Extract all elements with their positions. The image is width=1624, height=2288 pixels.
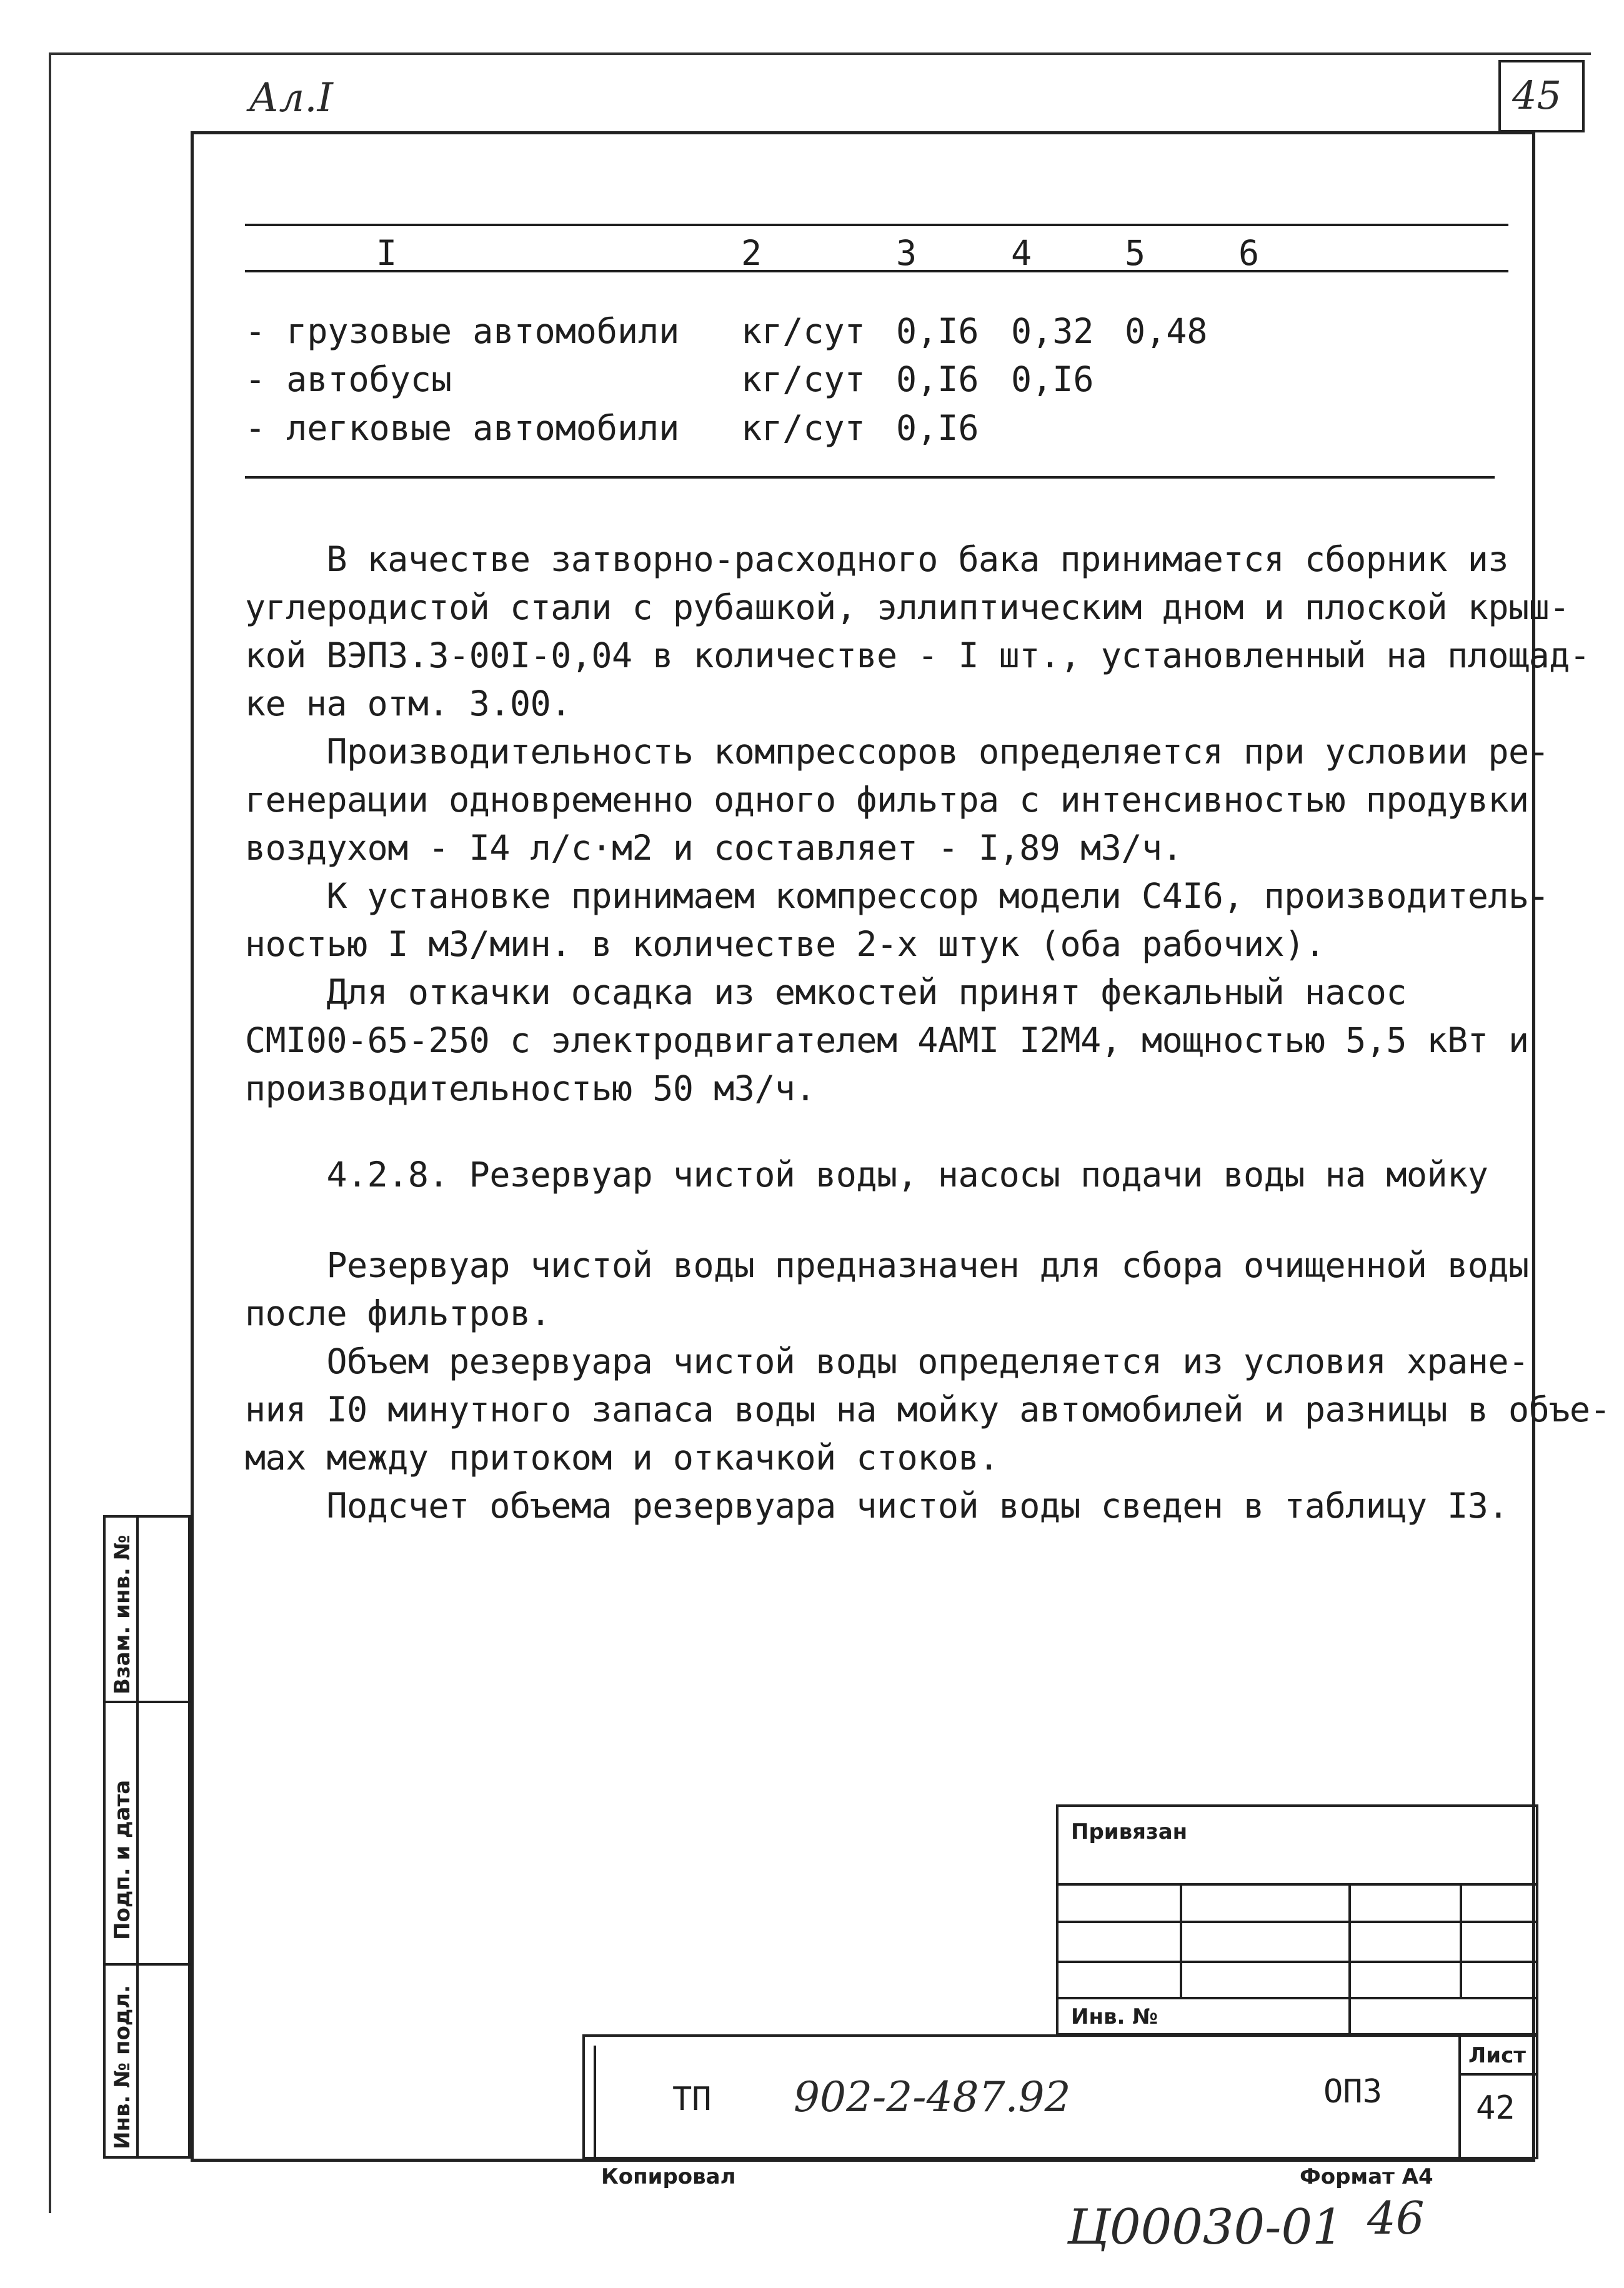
- title-block-inner-left: [594, 2046, 596, 2159]
- format-label: Формат А4: [1300, 2164, 1433, 2189]
- table-top-rule: [245, 224, 1508, 226]
- row-value-3: 0,I6: [896, 359, 979, 399]
- row-value-3: 0,I6: [896, 408, 979, 448]
- tp-label: ТП: [672, 2081, 712, 2118]
- project-code: 902-2-487.92: [794, 2073, 1071, 2121]
- corner-note: Ал.I: [249, 75, 333, 121]
- strip-divider-2: [103, 1963, 191, 1966]
- body-line: производительностью 50 м3/ч.: [245, 1068, 816, 1108]
- strip-label-vzam-inv: Взам. инв. №: [110, 1534, 135, 1694]
- kopiroval-label: Копировал: [601, 2164, 736, 2189]
- privyazan-rule-3: [1056, 1961, 1538, 1963]
- body-line: углеродистой стали с рубашкой, эллиптическим дном и плоской крыш-: [245, 587, 1570, 627]
- row-unit: кг/сут: [741, 408, 865, 448]
- body-line: Объем резервуара чистой воды определяется из условия хране-: [245, 1341, 1529, 1381]
- body-line: ке на отм. 3.00.: [245, 684, 571, 724]
- row-value-3: 0,I6: [896, 311, 979, 351]
- document-code: ОПЗ: [1323, 2073, 1382, 2111]
- body-line: после фильтров.: [245, 1293, 551, 1333]
- body-line: Производительность компрессоров определяется при условии ре-: [245, 732, 1550, 772]
- row-unit: кг/сут: [741, 311, 865, 351]
- title-block-list-rule: [1458, 2073, 1538, 2076]
- body-line: воздухом - I4 л/с·м2 и составляет - I,89 м3/ч.: [245, 828, 1183, 868]
- copy-number-suffix: 46: [1367, 2192, 1425, 2244]
- privyazan-label: Привязан: [1071, 1819, 1188, 1844]
- body-line: Подсчет объема резервуара чистой воды сведен в таблицу I3.: [245, 1486, 1508, 1526]
- body-line: кой ВЭПЗ.3-00I-0,04 в количестве - I шт., установленный на площад-: [245, 635, 1590, 675]
- body-line: СМI00-65-250 с электродвигателем 4АМI I2М4, мощностью 5,5 кВт и: [245, 1020, 1529, 1060]
- privyazan-col-2: [1348, 1883, 1351, 2036]
- strip-label-inv-podl: Инв. № подл.: [110, 1984, 135, 2149]
- inv-no-label: Инв. №: [1071, 2004, 1158, 2029]
- privyazan-rule-2: [1056, 1921, 1538, 1923]
- row-value-4: 0,32: [1011, 311, 1094, 351]
- table-header-4: 4: [1011, 233, 1032, 273]
- copy-number-handwritten: Ц00030-01: [1067, 2199, 1343, 2256]
- table-header-3: 3: [896, 233, 917, 273]
- section-heading: 4.2.8. Резервуар чистой воды, насосы подачи воды на мойку: [245, 1155, 1488, 1195]
- privyazan-col-1: [1180, 1883, 1182, 1998]
- body-line: Резервуар чистой воды предназначен для сбора очищенной воды: [245, 1245, 1529, 1285]
- body-line: генерации одновременно одного фильтра с интенсивностью продувки: [245, 780, 1529, 820]
- table-header-2: 2: [741, 233, 762, 273]
- row-unit: кг/сут: [741, 359, 865, 399]
- table-bottom-rule: [245, 476, 1495, 479]
- strip-divider-1: [103, 1701, 191, 1703]
- table-header-rule: [245, 270, 1508, 272]
- page-number-handwritten: 45: [1512, 72, 1562, 118]
- row-value-5: 0,48: [1125, 311, 1208, 351]
- list-number: 42: [1476, 2089, 1515, 2127]
- strip-label-podp-data: Подп. и дата: [110, 1779, 135, 1940]
- privyazan-col-3: [1460, 1883, 1462, 1998]
- row-value-4: 0,I6: [1011, 359, 1094, 399]
- body-line: В качестве затворно-расходного бака принимается сборник из: [245, 539, 1508, 579]
- list-label: Лист: [1468, 2043, 1526, 2068]
- row-name: - грузовые автомобили: [245, 311, 680, 351]
- body-line: ния I0 минутного запаса воды на мойку автомобилей и разницы в объе-: [245, 1390, 1611, 1430]
- table-header-5: 5: [1125, 233, 1146, 273]
- privyazan-rule-4: [1056, 1997, 1538, 1999]
- table-header-6: 6: [1238, 233, 1260, 273]
- privyazan-rule-1: [1056, 1883, 1538, 1886]
- body-line: Для откачки осадка из емкостей принят фекальный насос: [245, 972, 1407, 1012]
- row-name: - легковые автомобили: [245, 408, 680, 448]
- body-line: К установке принимаем компрессор модели С4I6, производитель-: [245, 876, 1550, 916]
- row-name: - автобусы: [245, 359, 452, 399]
- strip-divider-vertical: [136, 1515, 139, 2159]
- body-line: ностью I м3/мин. в количестве 2-х штук (оба рабочих).: [245, 924, 1325, 964]
- title-block-list-divider: [1458, 2034, 1461, 2159]
- table-header-1: I: [376, 233, 397, 273]
- body-line: мах между притоком и откачкой стоков.: [245, 1438, 999, 1478]
